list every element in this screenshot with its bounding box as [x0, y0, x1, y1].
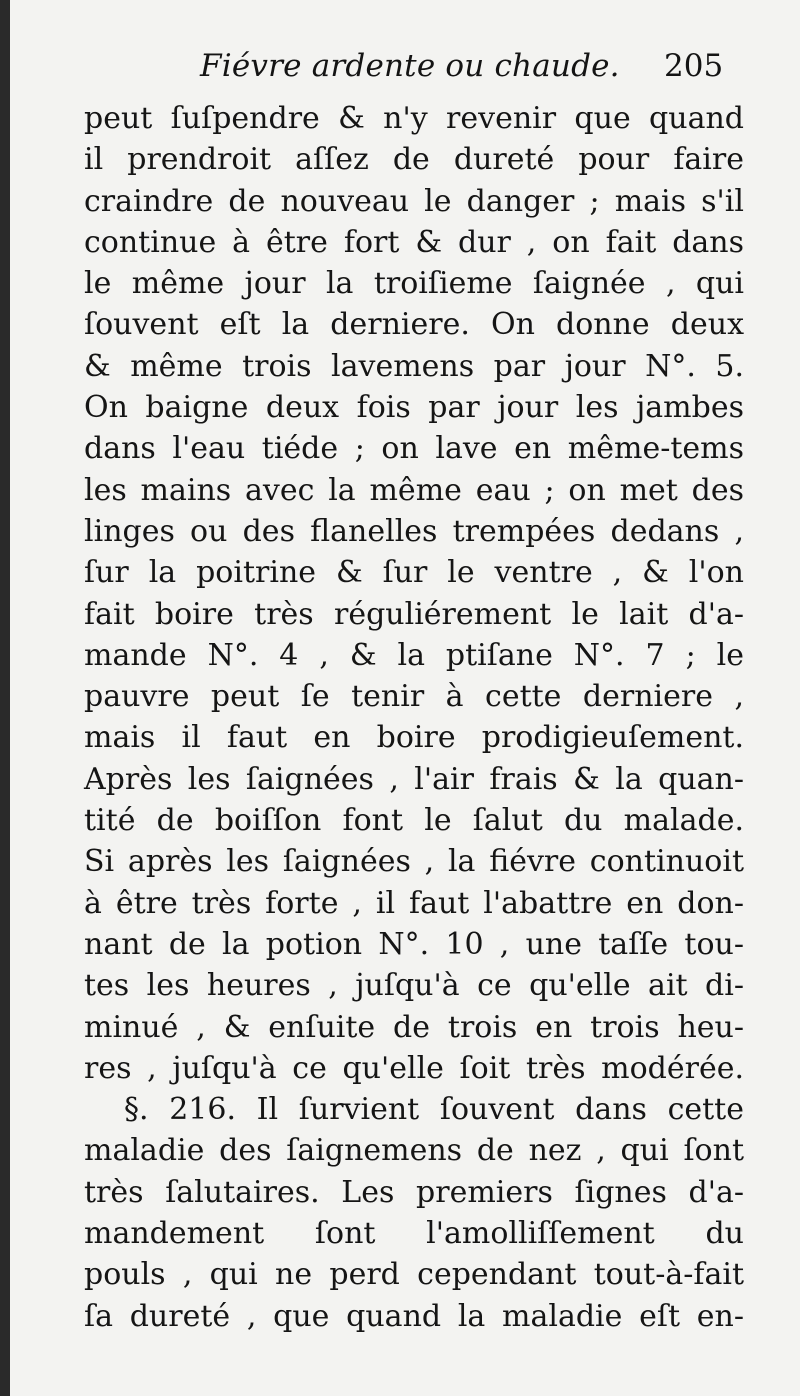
text-line: maladie des ſaignemens de nez , qui ſont	[84, 1133, 744, 1169]
text-line: très ſalutaires. Les premiers ſignes d'a-	[84, 1174, 744, 1210]
text-line: continue à être fort & dur , on fait dans	[84, 224, 744, 260]
section-start-line: §. 216. Il ſurvient ſouvent dans cette	[124, 1092, 744, 1128]
text-line: mandement ſont l'amolliſſement du	[84, 1216, 744, 1252]
text-line: Après les ſaignées , l'air frais & la quan-	[84, 761, 744, 797]
text-line: le même jour la troiſieme ſaignée , qui	[84, 266, 744, 302]
text-line: On baigne deux fois par jour les jambes	[84, 390, 744, 426]
page-edge-shadow	[0, 0, 10, 1396]
text-line: pauvre peut ſe tenir à cette derniere ,	[84, 679, 744, 715]
text-line: fait boire très réguliérement le lait d'a-	[84, 596, 744, 632]
text-line: les mains avec la même eau ; on met des	[84, 472, 744, 508]
text-line: mais il faut en boire prodigieuſement.	[84, 720, 744, 756]
text-line: à être très forte , il faut l'abattre en don-	[84, 885, 744, 921]
text-line: ſa dureté , que quand la maladie eſt en-	[84, 1298, 744, 1334]
text-line: linges ou des flanelles trempées dedans ,	[84, 513, 744, 549]
text-line: mande N°. 4 , & la ptiſane N°. 7 ; le	[84, 637, 744, 673]
text-line: peut ſuſpendre & n'y revenir que quand	[84, 101, 744, 136]
page-header	[0, 48, 800, 100]
page-number: 205	[664, 48, 724, 84]
text-line: nant de la potion N°. 10 , une taſſe tou-	[84, 926, 744, 962]
body-text	[84, 98, 744, 1337]
text-line: ſur la poitrine & ſur le ventre , & l'on	[84, 555, 744, 591]
text-line: craindre de nouveau le danger ; mais s'il	[84, 183, 744, 219]
text-line: il prendroit aſſez de dureté pour faire	[84, 142, 744, 178]
text-line: pouls , qui ne perd cependant tout-à-fait	[84, 1257, 744, 1293]
text-line: dans l'eau tiéde ; on lave en même-tems	[84, 431, 744, 467]
text-line: tité de boiſſon font le ſalut du malade.	[84, 803, 744, 839]
running-head: Fiévre ardente ou chaude.	[200, 48, 620, 84]
text-line: tes les heures , juſqu'à ce qu'elle ait di-	[84, 968, 744, 1004]
text-line: res , juſqu'à ce qu'elle ſoit très modérée.	[84, 1050, 744, 1086]
text-line: Si après les ſaignées , la fiévre continuoit	[84, 844, 744, 880]
text-line: & même trois lavemens par jour N°. 5.	[84, 348, 744, 384]
text-line: minué , & enſuite de trois en trois heu-	[84, 1009, 744, 1045]
text-line: ſouvent eſt la derniere. On donne deux	[84, 307, 744, 343]
